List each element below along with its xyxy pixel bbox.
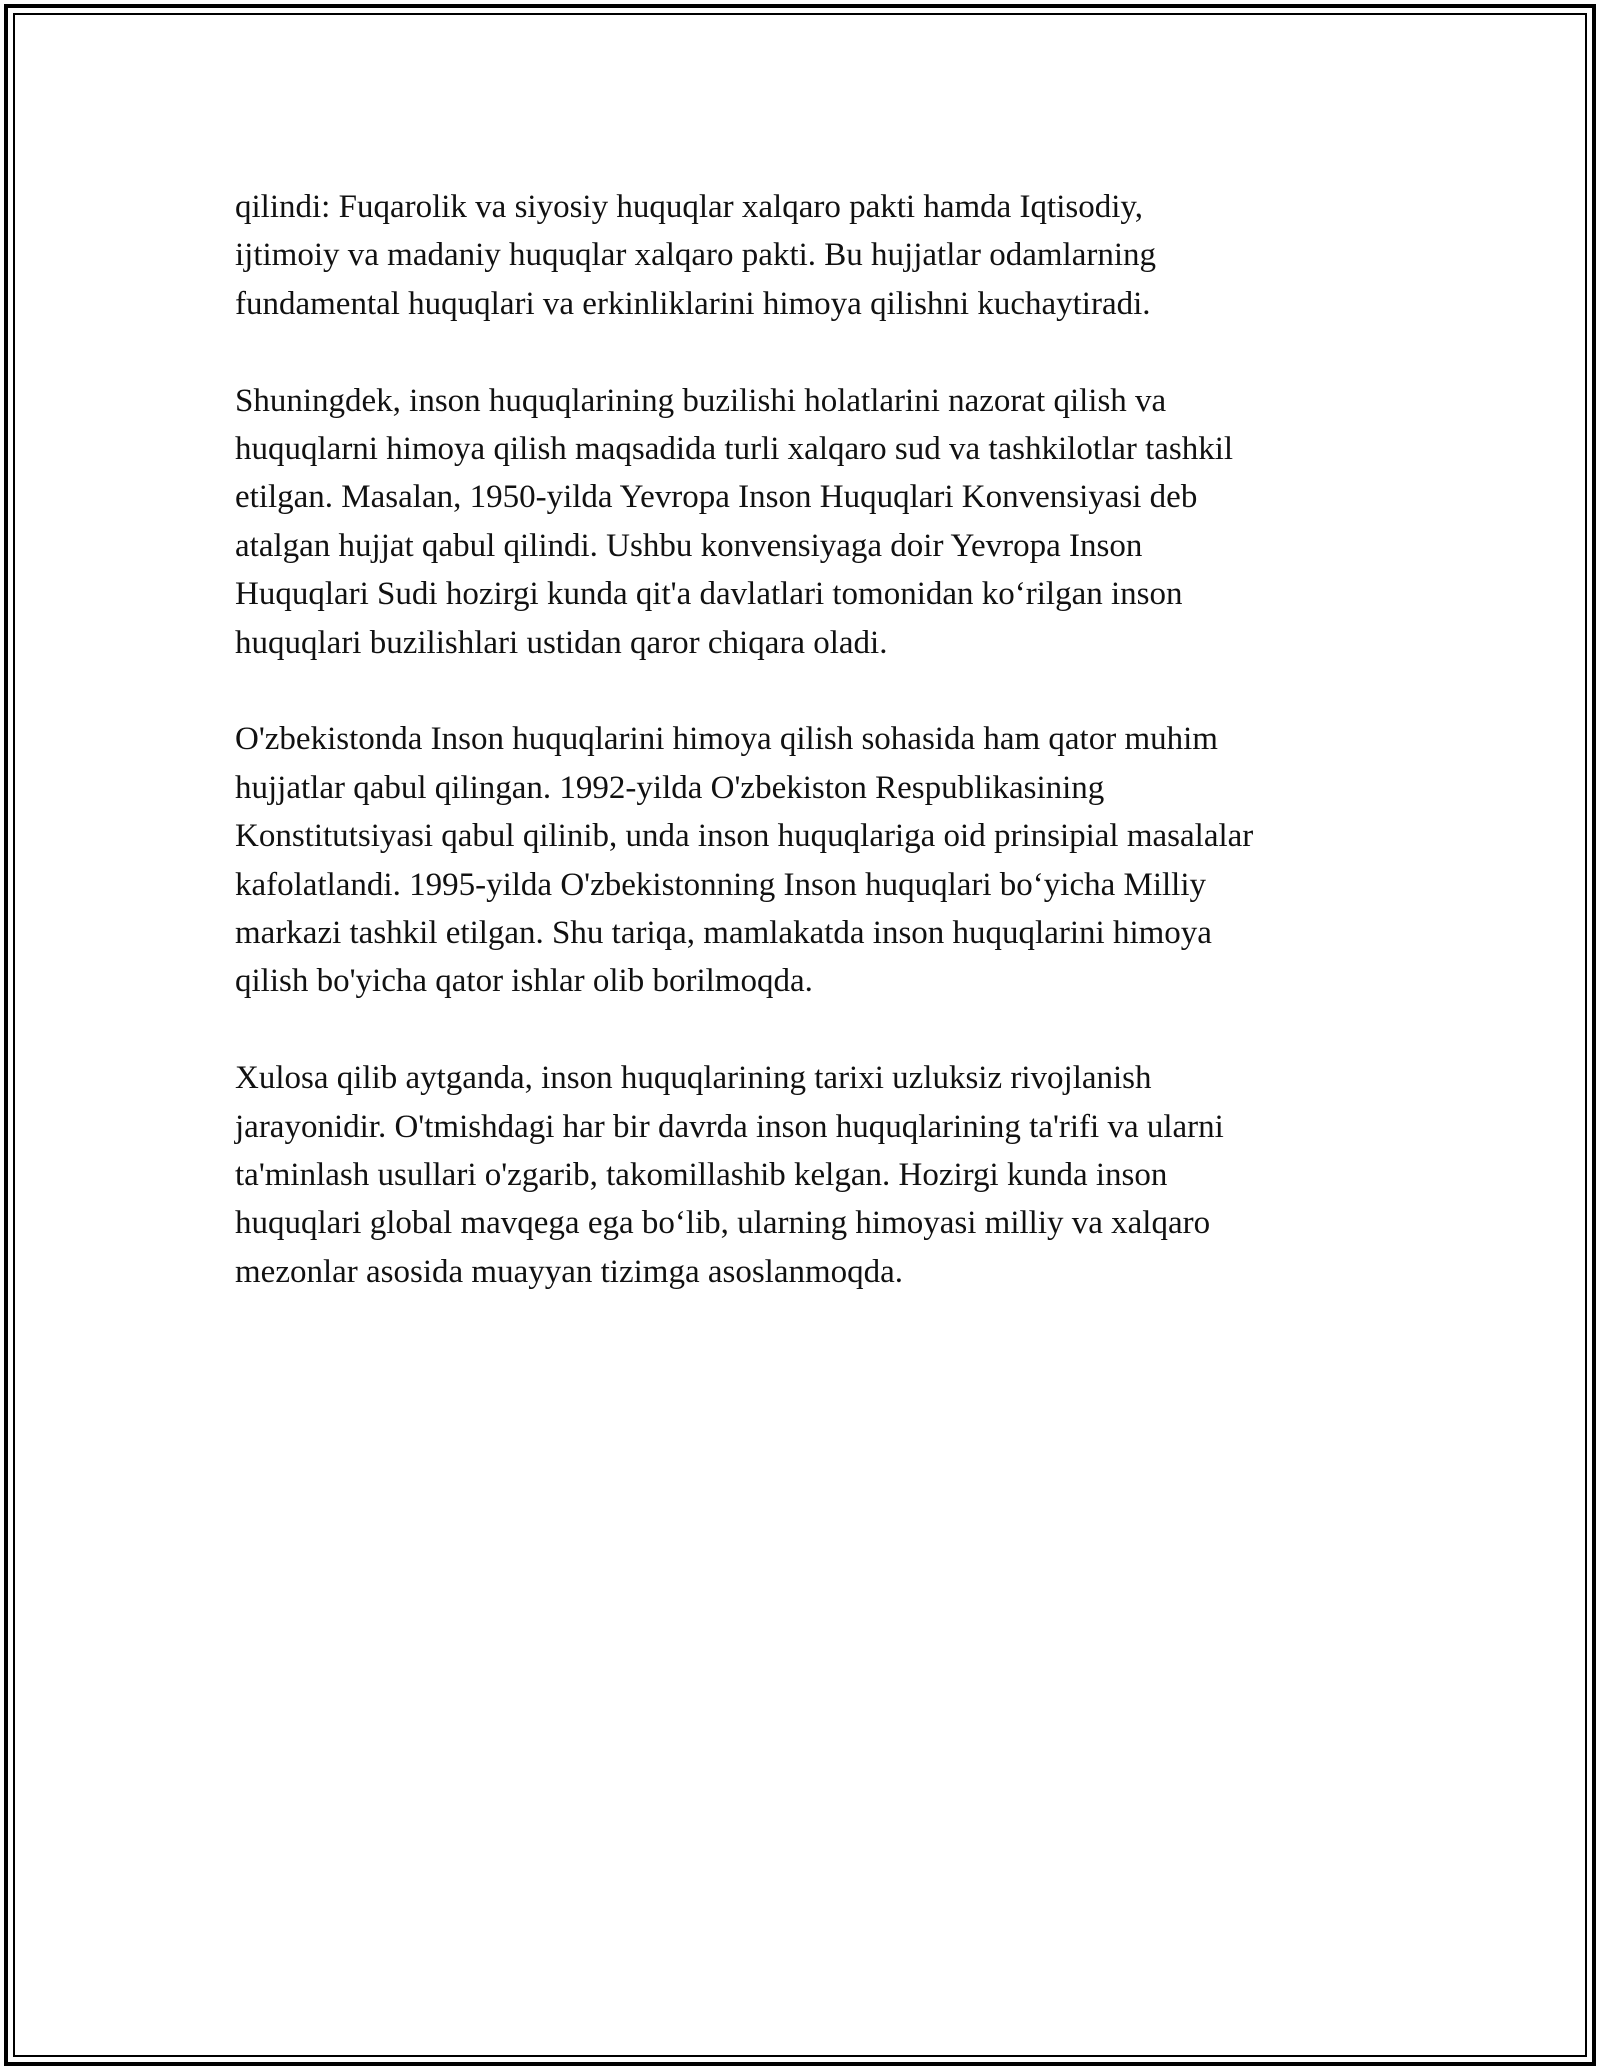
document-body — [235, 183, 1385, 1345]
paragraph-2: Shuningdek, inson huquqlarining buzilishi holatlarini nazorat qilish va huquqlarni himoya qilish maqsadida turli xalqaro sud va tashkilotlar tashkil etilgan. Masalan, 1950-yilda Yevropa Inson Huquqlari Konvensiyasi deb atalgan hujjat qabul qilindi. Ushbu konvensiyaga doir Yevropa Inson Huquqlari Sudi hozirgi kunda qit'a davlatlari tomonidan ko‘rilgan inson huquqlari buzilishlari ustidan qaror chiqara oladi. — [235, 382, 1234, 661]
paragraph-4: Xulosa qilib aytganda, inson huquqlarining tarixi uzluksiz rivojlanish jarayonidir. O'tmishdagi har bir davrda inson huquqlarining ta'rifi va ularni ta'minlash usullari o'zgarib, takomillashib kelgan. Hozirgi kunda inson huquqlari global mavqega ega bo‘lib, ularning himoyasi milliy va xalqaro mezonlar asosida muayyan tizimga asoslanmoqda. — [235, 1060, 1224, 1290]
paragraph-1: qilindi: Fuqarolik va siyosiy huquqlar xalqaro pakti hamda Iqtisodiy, ijtimoiy va madaniy huquqlar xalqaro pakti. Bu hujjatlar odamlarning fundamental huquqlari va erkinliklarini himoya qilishni kuchaytiradi. — [235, 189, 1157, 322]
paragraph-3: O'zbekistonda Inson huquqlarini himoya qilish sohasida ham qator muhim hujjatlar qabul qilingan. 1992-yilda O'zbekiston Respublikasining Konstitutsiyasi qabul qilinib, unda inson huquqlariga oid prinsipial masalalar kafolatlandi. 1995-yilda O'zbekistonning Inson huquqlari bo‘yicha Milliy markazi tashkil etilgan. Shu tariqa, mamlakatda inson huquqlarini himoya qilish bo'yicha qator ishlar olib borilmoqda. — [235, 721, 1254, 1000]
